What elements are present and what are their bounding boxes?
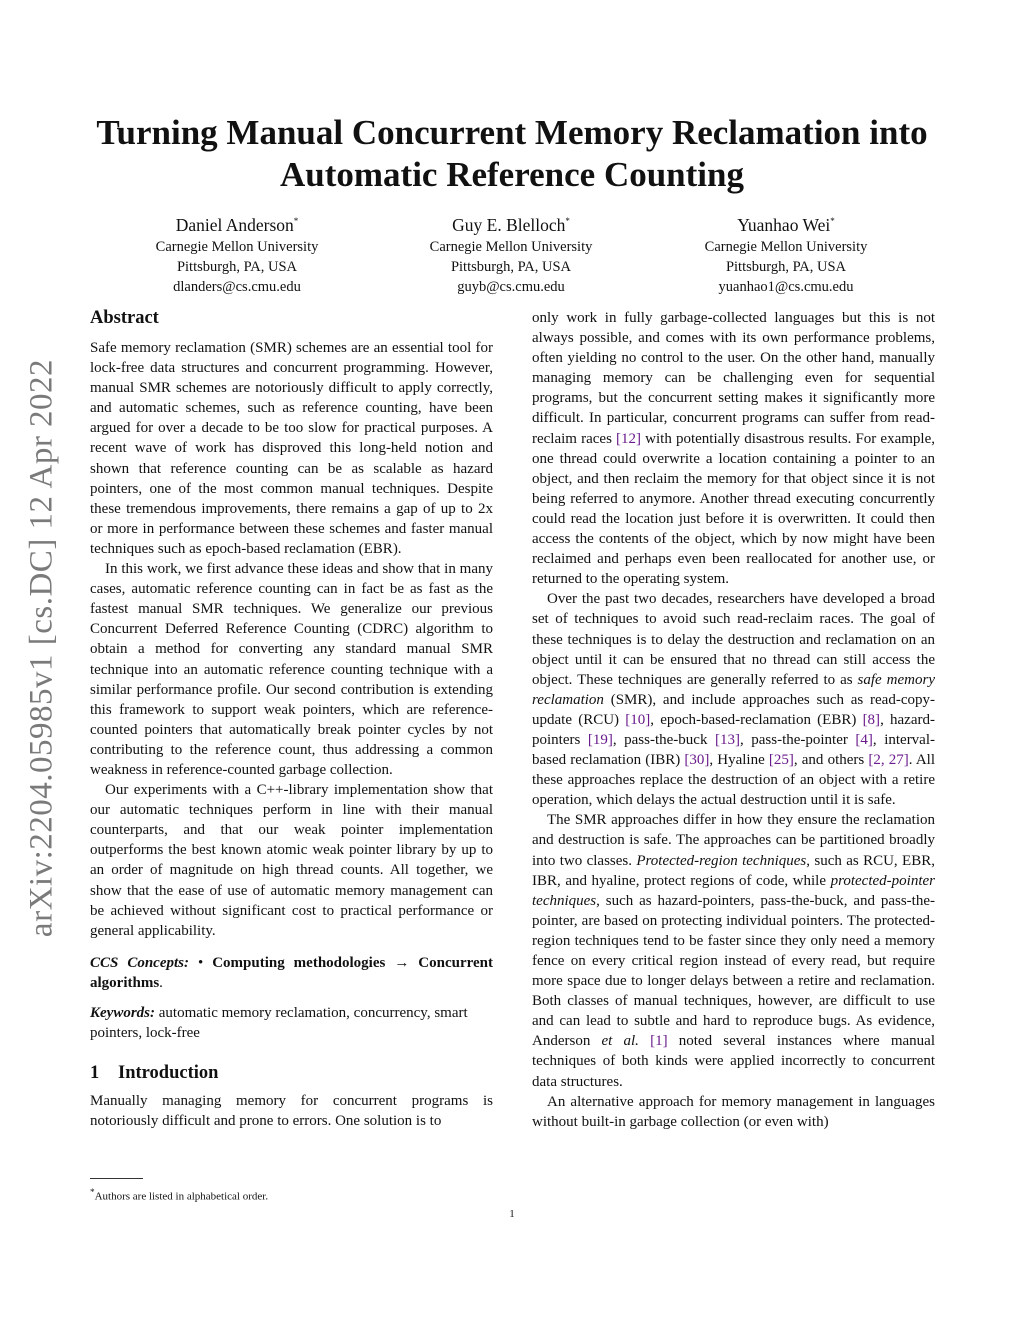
ccs-concepts: [90, 953, 493, 993]
body-paragraph: [532, 589, 935, 810]
author-location: Pittsburgh, PA, USA: [450, 258, 572, 275]
section-number: 1: [90, 1063, 100, 1084]
author-location: Pittsburgh, PA, USA: [725, 258, 847, 275]
abstract-paragraph: In this work, we first advance these ideas and show that in many cases, automatic reference counting can in fact be as fast as the fastest manual SMR techniques. We generalize our previous Concurrent Deferred Reference Counting (CDRC) algorithm to obtain a method for converting any standard manual SMR technique into an automatic reference counting technique with a similar performance profile. Our second contribution is extending this framework to support weak pointers, which are reference-counted pointers that automatically break pointer cycles by not contributing to the reference count, thus addressing a common weakness in reference-counted garbage collection.: [90, 561, 493, 778]
body-paragraph: An alternative approach for memory management in languages without built-in garbage collection (or even with): [532, 1093, 935, 1130]
author-name: Guy E. Blelloch: [452, 214, 566, 235]
body-paragraph: [532, 810, 935, 1091]
author-name: Yuanhao Wei: [737, 214, 831, 235]
text-span: , interval-based reclamation (IBR): [532, 731, 936, 769]
intro-paragraph: Manually managing memory for concurrent programs is notoriously difficult and prone to errors. One solution is to: [90, 1093, 493, 1130]
author-mark: *: [830, 216, 835, 226]
emphasis: safe memory reclamation: [532, 671, 935, 708]
text-span: , such as RCU, EBR, IBR, and hyaline, protect regions of code, while: [532, 852, 935, 889]
footnote-mark: *: [90, 1187, 95, 1197]
author-block: [391, 209, 631, 297]
citation-link[interactable]: [19]: [587, 731, 613, 748]
section-title: Introduction: [118, 1063, 219, 1084]
text-span: The SMR approaches differ in how they ensure the reclamation and destruction is safe. The approaches can be partitioned broadly into two classes.: [532, 812, 935, 869]
keywords: [90, 1003, 493, 1043]
text-span: , and others: [793, 752, 869, 769]
emphasis: Protected-region techniques: [636, 852, 807, 869]
text-span: , pass-the-buck: [612, 731, 715, 748]
citation-link[interactable]: [30]: [684, 752, 710, 769]
ccs-end: .: [159, 974, 163, 991]
ccs-subterm: Concurrent algorithms: [90, 954, 493, 991]
citation-link[interactable]: [2, 27]: [868, 752, 909, 769]
footnote: [90, 1185, 268, 1204]
footnote-text: Authors are listed in alphabetical order.: [94, 1190, 269, 1203]
emphasis: et al.: [601, 1033, 639, 1050]
arxiv-sidebar-stamp: [12, 348, 72, 948]
text-span: , epoch-based-reclamation (EBR): [650, 711, 863, 728]
page-number: 1: [509, 1208, 515, 1220]
text-span: , pass-the-pointer: [739, 731, 856, 748]
ccs-bullet: •: [197, 954, 204, 971]
text-span: [639, 1033, 650, 1049]
author-affiliation: Carnegie Mellon University: [429, 238, 593, 255]
citation-link[interactable]: [13]: [714, 731, 740, 748]
text-span: , Hyaline: [709, 752, 769, 769]
author-block: [117, 209, 357, 297]
text-span: noted several instances where manual techniques of both kinds were applied incorrectly to concurrent data structures.: [532, 1033, 936, 1090]
ccs-label: CCS Concepts:: [90, 954, 189, 971]
citation-link[interactable]: [1]: [650, 1033, 668, 1050]
author-email[interactable]: dlanders@cs.cmu.edu: [173, 278, 301, 295]
citation-link[interactable]: [8]: [862, 711, 881, 728]
author-email[interactable]: guyb@cs.cmu.edu: [457, 278, 565, 295]
left-column: [90, 306, 493, 1131]
author-affiliation: Carnegie Mellon University: [155, 238, 319, 255]
right-column: [532, 308, 935, 1132]
citation-link[interactable]: [12]: [616, 430, 642, 447]
author-location: Pittsburgh, PA, USA: [176, 258, 298, 275]
author-email[interactable]: yuanhao1@cs.cmu.edu: [718, 278, 854, 295]
body-paragraph: [532, 308, 935, 589]
author-name: Daniel Anderson: [175, 214, 294, 235]
keywords-label: Keywords:: [90, 1005, 155, 1021]
arxiv-identifier: arXiv:2204.05985v1 [cs.DC] 12 Apr 2022: [23, 358, 60, 938]
keywords-text: automatic memory reclamation, concurrency, smart pointers, lock-free: [90, 1005, 468, 1042]
author-mark: *: [565, 216, 570, 226]
paper-title: Turning Manual Concurrent Memory Reclamation into Automatic Reference Counting: [96, 113, 928, 194]
citation-link[interactable]: [4]: [855, 731, 873, 748]
section-heading: [90, 1061, 493, 1085]
abstract-paragraph: Safe memory reclamation (SMR) schemes are an essential tool for lock-free data structures and concurrent programming. However, manual SMR schemes are notoriously difficult to apply correctly, and automatic schemes, such as reference counting, have been argued for over a decade to be too slow for practical purposes. A recent wave of work has disproved this long-held notion and shown that reference counting can be as scalable as hazard pointers, one of the most common manual techniques. Despite these tremendous improvements, there remains a gap of up to 2x or more in performance between these schemes and faster manual techniques such as epoch-based reclamation (EBR).: [90, 340, 493, 557]
text-span: , such as hazard-pointers, pass-the-buck, and pass-the-pointer, are based on protecting individual pointers. The protected-region techniques tend to be faster since they only need a memory fence on every critical region instead of every read, but require more space due to longer delays between a retire and reclamation. Both classes of manual techniques, however, are difficult to use and can lead to subtle and hard to reproduce bugs. As evidence, Anderson: [532, 892, 935, 1050]
citation-link[interactable]: [25]: [768, 752, 794, 769]
author-affiliation: Carnegie Mellon University: [704, 238, 868, 255]
author-mark: *: [293, 216, 299, 226]
abstract-paragraph: Our experiments with a C++-library implementation show that our automatic techniques perform in line with their manual counterparts, and that our weak pointer implementation outperforms the best known atomic weak pointer library by up to an order of magnitude on high thread counts. All together, we show that the ease of use of automatic memory management can be achieved without significant cost to practical performance or general applicability.: [90, 782, 493, 939]
text-span: (SMR), and include approaches such as read-copy-update (RCU): [532, 691, 935, 728]
text-span: with potentially disastrous results. For example, one thread could overwrite a location containing a pointer to an object, and then reclaim the memory for that object since it is not being referred to anymore. Another thread executing concurrently could read the location just before it is overwritten. It could then access the contents of the object, which by now might have been reclaimed and perhaps even been reallocated for another use, or returned to the operating system.: [532, 430, 935, 588]
citation-link[interactable]: [10]: [625, 711, 651, 728]
footnote-rule: [90, 1178, 143, 1179]
text-span: only work in fully garbage-collected languages but this is not always possible, and comes with its own performance problems, often yielding no control to the user. On the other hand, manually managing memory can be challenging even for sequential programs, but the concurrent setting makes it significantly more difficult. In particular, concurrent programs can suffer from read-reclaim races: [532, 310, 935, 447]
emphasis: protected-pointer techniques: [532, 872, 935, 909]
author-block: [666, 209, 906, 297]
text-span: , hazard-pointers: [532, 711, 935, 748]
ccs-arrow: →: [394, 954, 410, 971]
text-span: . All these approaches replace the destruction of an object with a retire operation, which delays the actual destruction until it is safe.: [532, 752, 935, 809]
ccs-term: Computing methodologies: [212, 954, 386, 971]
abstract-heading: Abstract: [90, 308, 159, 328]
text-span: Over the past two decades, researchers have developed a broad set of techniques to avoid such read-reclaim races. The goal of these techniques is to delay the destruction and reclamation on an object until it can be ensured that no thread can still access the object. These techniques are generally referred to as: [532, 591, 935, 688]
